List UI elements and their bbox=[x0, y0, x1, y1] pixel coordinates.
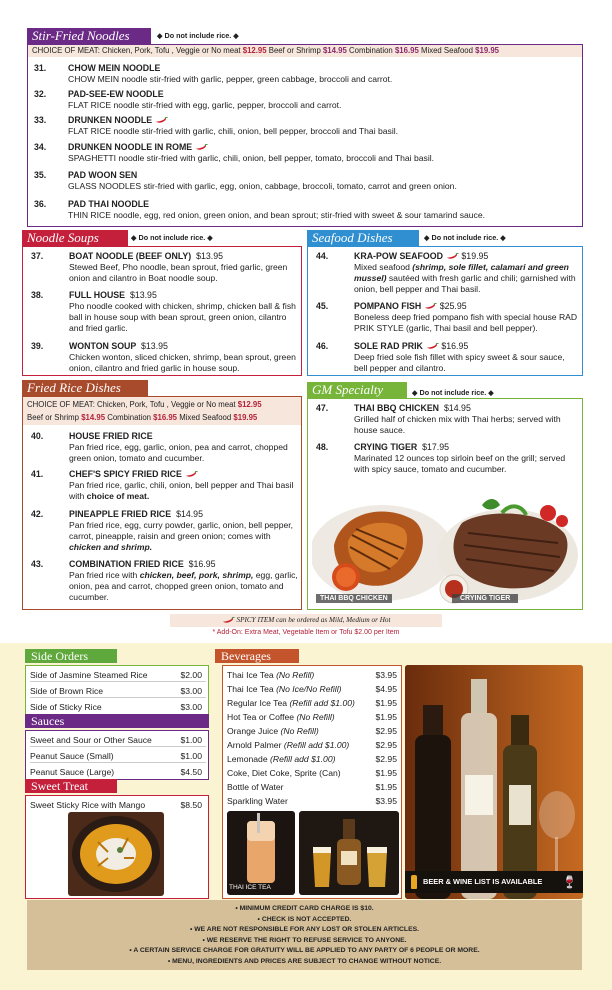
photo-caption-bbq: THAI BBQ CHICKEN bbox=[316, 594, 392, 603]
beverage-item bbox=[227, 725, 397, 737]
item-desc-emphasis: chicken, beef, pork, shrimp, bbox=[139, 570, 254, 580]
choice-text: Beef or Shrimp bbox=[266, 46, 321, 55]
menu-item-47 bbox=[316, 403, 580, 439]
sauce-item bbox=[30, 733, 206, 747]
item-name-text: BOAT NOODLE (BEEF ONLY) bbox=[69, 251, 192, 261]
item-name bbox=[354, 301, 467, 311]
policy-line: • WE ARE NOT RESPONSIBLE FOR ANY LOST OR STOLEN ARTICLES. bbox=[189, 926, 420, 933]
beverage-item bbox=[227, 683, 397, 695]
sweet-item bbox=[30, 798, 206, 812]
beverage-name: Lemonade bbox=[227, 754, 268, 764]
beverage-name: Coke, Diet Coke, Sprite (Can) bbox=[227, 768, 341, 778]
item-desc: SPAGHETTI noodle stir-fried with garlic, chili, onion, bell pepper, tomato, broccoli and Thai basil. bbox=[68, 153, 435, 163]
choice-text: Beef or Shrimp bbox=[27, 412, 80, 422]
beverage-item bbox=[227, 697, 397, 709]
specialty-food-photo bbox=[312, 483, 580, 607]
beverage-item bbox=[227, 669, 397, 681]
gm-specialty-header: GM Specialty bbox=[307, 382, 407, 398]
menu-item-33 bbox=[34, 115, 574, 139]
side-item-price: $3.00 bbox=[180, 702, 202, 712]
item-desc-text: Mixed seafood bbox=[354, 262, 413, 272]
item-desc-text: Pan fried rice with bbox=[69, 570, 140, 580]
item-desc: CHOW MEIN noodle stir-fried with garlic, pepper, green cabbage, broccoli and carrot. bbox=[68, 74, 393, 84]
item-price: $13.95 bbox=[129, 290, 157, 300]
item-name bbox=[69, 509, 203, 519]
thai-ice-tea-photo bbox=[227, 811, 295, 895]
beverage-price: $2.95 bbox=[375, 754, 397, 764]
item-name bbox=[69, 341, 168, 351]
side-item-price: $2.00 bbox=[180, 670, 202, 680]
item-desc: Deep fried sole fish fillet with spicy sweet & sour sauce, bell pepper and cilantro. bbox=[354, 352, 565, 374]
item-name bbox=[69, 251, 223, 261]
item-name bbox=[354, 403, 471, 413]
beverage-price: $3.95 bbox=[375, 670, 397, 680]
item-desc-emphasis: choice of meat. bbox=[86, 491, 150, 502]
item-name bbox=[68, 142, 208, 152]
beverage-item bbox=[227, 753, 397, 765]
menu-item-45 bbox=[316, 301, 580, 339]
fried-rice-choice-bar bbox=[23, 397, 301, 425]
item-name-text: WONTON SOUP bbox=[69, 341, 137, 351]
menu-item-37 bbox=[31, 251, 299, 291]
sauce-item-name: Peanut Sauce (Small) bbox=[30, 751, 114, 761]
item-desc: Pan fried rice, egg, garlic, onion, pea and carrot, chopped green onion, tomato and cucumber. bbox=[69, 442, 288, 464]
beverage-name: Thai Ice Tea bbox=[227, 670, 274, 680]
item-desc: Marinated 12 ounces top sirloin beef on the grill; served with spicy sauce, tomato and cucumber. bbox=[354, 453, 566, 475]
stir-fried-box bbox=[27, 44, 583, 227]
side-item bbox=[30, 684, 206, 698]
choice-text: Mixed Seafood bbox=[418, 46, 473, 55]
item-name bbox=[69, 559, 215, 569]
wine-glass-icon: 🍷 bbox=[562, 875, 577, 889]
side-item-name: Side of Jasmine Steamed Rice bbox=[30, 670, 148, 680]
choice-text: Combination bbox=[107, 412, 151, 422]
spicy-pepper-icon bbox=[222, 617, 235, 624]
item-name bbox=[354, 251, 488, 261]
noodle-soups-box bbox=[22, 246, 302, 376]
mango-sticky-rice-photo bbox=[68, 812, 164, 896]
beverage-price: $1.95 bbox=[375, 698, 397, 708]
choice-label: CHOICE OF MEAT: Chicken, Pork, Tofu , Veggie or No meat bbox=[32, 46, 241, 55]
beverage-note: (No Refill) bbox=[296, 712, 335, 722]
item-number: 39. bbox=[31, 341, 44, 351]
sweet-item-name: Sweet Sticky Rice with Mango bbox=[30, 800, 146, 810]
beverage-item bbox=[227, 767, 397, 779]
beverage-note: (Refill add $1.00) bbox=[270, 754, 336, 764]
choice-price: $12.95 bbox=[237, 400, 262, 409]
item-desc-text: sautéed with fresh garlic and chili; garnished with onion, bell pepper and Thai basil. bbox=[354, 273, 576, 295]
item-price: $19.95 bbox=[461, 251, 489, 261]
beverage-item bbox=[227, 739, 397, 751]
item-number: 35. bbox=[34, 170, 47, 180]
item-price: $14.95 bbox=[176, 509, 203, 519]
stir-fried-choice-bar bbox=[28, 45, 582, 57]
policy-line: • MINIMUM CREDIT CARD CHARGE IS $10. bbox=[235, 905, 374, 912]
item-name-text: POMPANO FISH bbox=[354, 301, 422, 311]
side-item bbox=[30, 668, 206, 682]
item-number: 38. bbox=[31, 290, 44, 300]
beverage-price: $3.95 bbox=[375, 796, 397, 806]
sauce-item-name: Sweet and Sour or Other Sauce bbox=[30, 735, 152, 745]
sweet-treat-header: Sweet Treat bbox=[25, 779, 117, 793]
beverages-box bbox=[222, 665, 402, 899]
beverages-header: Beverages bbox=[215, 649, 299, 663]
item-number: 33. bbox=[34, 115, 47, 125]
item-desc-text: Pan fried rice, egg, curry powder, garlic, onion, bell pepper, carrot, pineapple, raisin and green onion; comes with bbox=[69, 520, 294, 542]
menu-item-39 bbox=[31, 341, 299, 377]
wine-bottles-illustration bbox=[405, 665, 583, 899]
thai-ice-tea-illustration bbox=[227, 811, 295, 895]
beverage-name: Arnold Palmer bbox=[227, 740, 282, 750]
sauces-box bbox=[25, 730, 209, 780]
item-name-text: COMBINATION FRIED RICE bbox=[69, 559, 184, 569]
item-price: $17.95 bbox=[422, 442, 450, 452]
photo-caption-tiger: CRYING TIGER bbox=[452, 594, 518, 603]
beer-illustration bbox=[299, 811, 399, 895]
spicy-note bbox=[170, 614, 442, 627]
item-desc-text: Pan fried rice, garlic, chili, onion, bell pepper and Thai basil with bbox=[69, 480, 294, 502]
item-name bbox=[354, 442, 449, 452]
item-number: 32. bbox=[34, 89, 47, 99]
noodle-soups-note: ◆ Do not include rice. ◆ bbox=[131, 233, 213, 242]
item-number: 42. bbox=[31, 509, 44, 519]
beer-photo bbox=[299, 811, 399, 895]
side-item bbox=[30, 700, 206, 714]
choice-price: $16.95 bbox=[153, 412, 178, 422]
item-name-text: FULL HOUSE bbox=[69, 290, 126, 300]
item-desc: Chicken wonton, sliced chicken, shrimp, bean sprout, green onion, cilantro and fried garlic in house soup. bbox=[69, 352, 296, 374]
choice-price: $14.95 bbox=[81, 412, 106, 422]
beverage-item bbox=[227, 781, 397, 793]
choice-price: $19.95 bbox=[233, 412, 258, 422]
item-number: 45. bbox=[316, 301, 329, 311]
item-price: $25.95 bbox=[439, 301, 467, 311]
item-name: HOUSE FRIED RICE bbox=[69, 431, 153, 441]
sauce-item-price: $1.00 bbox=[180, 735, 202, 745]
item-number: 43. bbox=[31, 559, 44, 569]
item-number: 46. bbox=[316, 341, 329, 351]
menu-item-32 bbox=[34, 89, 574, 113]
beverage-name: Orange Juice bbox=[227, 726, 279, 736]
item-number: 37. bbox=[31, 251, 44, 261]
stir-fried-header: Stir-Fried Noodles bbox=[27, 28, 151, 44]
item-name bbox=[354, 341, 468, 351]
item-name-text: CHEF'S SPICY FRIED RICE bbox=[69, 469, 182, 479]
item-name bbox=[69, 469, 198, 479]
item-price: $13.95 bbox=[196, 251, 223, 261]
sauce-item-price: $1.00 bbox=[180, 751, 202, 761]
spicy-pepper-icon bbox=[155, 117, 168, 124]
item-number: 48. bbox=[316, 442, 329, 452]
item-price: $14.95 bbox=[443, 403, 471, 413]
gm-specialty-note: ◆ Do not include rice. ◆ bbox=[412, 388, 494, 397]
beverage-item bbox=[227, 795, 397, 807]
beverage-price: $2.95 bbox=[375, 740, 397, 750]
spicy-pepper-icon bbox=[424, 303, 437, 310]
item-number: 41. bbox=[31, 469, 44, 479]
beverage-note: (No Refill) bbox=[276, 670, 315, 680]
choice-text: Mixed Seafood bbox=[179, 412, 232, 422]
spicy-pepper-icon bbox=[185, 471, 198, 478]
choice-text: Combination bbox=[346, 46, 393, 55]
choice-price: $14.95 bbox=[322, 46, 347, 55]
item-desc: Grilled half of chicken mix with Thai herbs; served with house sauce. bbox=[354, 414, 561, 436]
item-name: PAD-SEE-EW NOODLE bbox=[68, 89, 164, 99]
gm-specialty-box bbox=[307, 398, 583, 610]
choice-price: $16.95 bbox=[394, 46, 419, 55]
item-price: $16.95 bbox=[441, 341, 469, 351]
item-price: $13.95 bbox=[141, 341, 168, 351]
policy-line: • MENU, INGREDIENTS AND PRICES ARE SUBJECT TO CHANGE WITHOUT NOTICE. bbox=[167, 957, 442, 965]
menu-item-46 bbox=[316, 341, 580, 377]
bottle-icon bbox=[411, 875, 417, 889]
item-desc bbox=[69, 570, 301, 604]
item-desc: THIN RICE noodle, egg, red onion, green onion, and bean sprout; stir-fried with sweet & sour tamarind sauce. bbox=[68, 210, 486, 220]
seafood-header: Seafood Dishes bbox=[307, 230, 419, 246]
item-price: $16.95 bbox=[188, 559, 216, 569]
item-desc-text: egg, garlic, onion, pea and carrot, chopped green onion, tomato and cucumber. bbox=[69, 570, 298, 603]
choice-price: $19.95 bbox=[475, 46, 500, 55]
menu-item-36 bbox=[34, 199, 574, 223]
spicy-pepper-icon bbox=[195, 144, 208, 151]
beverage-name: Sparkling Water bbox=[227, 796, 288, 806]
item-name bbox=[69, 290, 157, 300]
item-name-text: DRUNKEN NOODLE bbox=[68, 115, 153, 125]
sweet-item-price: $8.50 bbox=[180, 800, 202, 810]
sauce-item bbox=[30, 749, 206, 763]
item-number: 40. bbox=[31, 431, 44, 441]
sweet-treat-box bbox=[25, 795, 209, 899]
beverage-name: Thai Ice Tea bbox=[227, 684, 274, 694]
menu-item-38 bbox=[31, 290, 299, 340]
beverage-name: Regular Ice Tea bbox=[227, 698, 288, 708]
beer-wine-text: BEER & WINE LIST IS AVAILABLE bbox=[423, 877, 543, 886]
item-name-text: DRUNKEN NOODLE IN ROME bbox=[68, 142, 193, 152]
menu-item-40 bbox=[31, 431, 299, 467]
item-name-text: KRA-POW SEAFOOD bbox=[354, 251, 443, 261]
side-orders-header: Side Orders bbox=[25, 649, 117, 663]
beverage-note: (Refill add $1.00) bbox=[283, 740, 350, 750]
item-desc: Boneless deep fried pompano fish with special house RAD PRIK STYLE (garlic, Thai basil and bell pepper). bbox=[354, 312, 578, 334]
policy-line: • A CERTAIN SERVICE CHARGE FOR GRATUITY WILL BE APPLIED TO ANY PARTY OF 6 PEOPLE OR MORE. bbox=[129, 947, 480, 954]
beverage-name: Hot Tea or Coffee bbox=[227, 712, 295, 722]
menu-item-42 bbox=[31, 509, 299, 559]
menu-item-44 bbox=[316, 251, 580, 299]
sauces-header: Sauces bbox=[25, 714, 209, 728]
beverage-name: Bottle of Water bbox=[227, 782, 284, 792]
choice-label: CHOICE OF MEAT: Chicken, Pork, Tofu , Veggie or No meat bbox=[27, 400, 236, 409]
menu-item-48 bbox=[316, 442, 580, 478]
stir-fried-note: ◆ Do not include rice. ◆ bbox=[157, 31, 239, 40]
choice-price: $12.95 bbox=[242, 46, 267, 55]
item-name-text: THAI BBQ CHICKEN bbox=[354, 403, 440, 413]
item-number: 34. bbox=[34, 142, 47, 152]
item-desc: GLASS NOODLES stir-fried with garlic, egg, onion, cabbage, broccoli, tomato, carrot and green onion. bbox=[68, 181, 457, 191]
policy-line: • CHECK IS NOT ACCEPTED. bbox=[257, 915, 352, 923]
footer-policy-notes bbox=[27, 900, 582, 970]
item-name: PAD WOON SEN bbox=[68, 170, 138, 180]
item-desc-emphasis: chicken and shrimp. bbox=[69, 542, 153, 553]
beverage-note: (Refill add $1.00) bbox=[289, 698, 355, 708]
sauce-item-name: Peanut Sauce (Large) bbox=[30, 767, 115, 777]
item-number: 47. bbox=[316, 403, 329, 413]
addon-note: * Add-On: Extra Meat, Vegetable Item or Tofu $2.00 per Item bbox=[212, 629, 400, 636]
spicy-pepper-icon bbox=[446, 253, 459, 260]
item-desc bbox=[69, 480, 301, 502]
side-item-price: $3.00 bbox=[180, 686, 202, 696]
specialty-food-illustration bbox=[312, 483, 580, 607]
item-name-text: PINEAPPLE FRIED RICE bbox=[69, 509, 172, 519]
beverage-price: $1.95 bbox=[375, 712, 397, 722]
policy-line: • WE RESERVE THE RIGHT TO REFUSE SERVICE TO ANYONE. bbox=[202, 936, 407, 944]
item-number: 44. bbox=[316, 251, 329, 261]
mango-sticky-rice-illustration bbox=[68, 812, 164, 896]
menu-item-35 bbox=[34, 170, 574, 194]
beverage-note: (No Refill) bbox=[280, 726, 319, 736]
item-name bbox=[68, 115, 168, 125]
fried-rice-box bbox=[22, 396, 302, 610]
wine-bottles-photo bbox=[405, 665, 583, 899]
menu-item-41 bbox=[31, 469, 299, 507]
sauce-item-price: $4.50 bbox=[180, 767, 202, 777]
seafood-note: ◆ Do not include rice. ◆ bbox=[424, 233, 506, 242]
side-item-name: Side of Sticky Rice bbox=[30, 702, 102, 712]
item-name: PAD THAI NOODLE bbox=[68, 199, 149, 209]
item-desc: FLAT RICE noodle stir-fried with garlic, chili, onion, bell pepper, broccoli and Thai basil. bbox=[68, 126, 399, 136]
beverage-price: $1.95 bbox=[375, 768, 397, 778]
fried-rice-header: Fried Rice Dishes bbox=[22, 380, 148, 396]
item-number: 36. bbox=[34, 199, 47, 209]
item-desc: Stewed Beef, Pho noodle, bean sprout, fried garlic, green onion and cilantro in Boat noodle soup. bbox=[69, 262, 288, 284]
menu-item-34 bbox=[34, 142, 574, 166]
beer-wine-banner bbox=[405, 871, 583, 893]
item-desc: Pho noodle cooked with chicken, shrimp, chicken ball & fish ball in house soup with bean sprout, green onion, cilantro and fried garlic. bbox=[69, 301, 296, 334]
item-name-text: SOLE RAD PRIK bbox=[354, 341, 423, 351]
side-item-name: Side of Brown Rice bbox=[30, 686, 104, 696]
menu-item-43 bbox=[31, 559, 299, 609]
noodle-soups-header: Noodle Soups bbox=[22, 230, 128, 246]
item-desc: FLAT RICE noodle stir-fried with egg, garlic, pepper, broccoli and carrot. bbox=[68, 100, 342, 110]
seafood-box bbox=[307, 246, 583, 376]
beverage-item bbox=[227, 711, 397, 723]
spicy-pepper-icon bbox=[426, 343, 439, 350]
item-desc-emphasis: (shrimp, sole fillet, calamari and green mussel) bbox=[354, 262, 569, 284]
beverage-price: $4.95 bbox=[375, 684, 397, 694]
item-name: CHOW MEIN NOODLE bbox=[68, 63, 161, 73]
beverage-price: $1.95 bbox=[375, 782, 397, 792]
item-number: 31. bbox=[34, 63, 47, 73]
sauce-item bbox=[30, 765, 206, 779]
spicy-note-text: SPICY ITEM can be ordered as Mild, Medium or Hot bbox=[236, 616, 391, 624]
menu-item-31 bbox=[34, 63, 574, 87]
beverage-note: (No Ice/No Refill) bbox=[276, 684, 342, 694]
photo-caption-thai-tea: THAI ICE TEA bbox=[229, 884, 271, 891]
item-desc bbox=[69, 520, 301, 554]
side-orders-box bbox=[25, 665, 209, 715]
beverage-price: $2.95 bbox=[375, 726, 397, 736]
item-name-text: CRYING TIGER bbox=[354, 442, 418, 452]
item-desc bbox=[354, 262, 580, 296]
